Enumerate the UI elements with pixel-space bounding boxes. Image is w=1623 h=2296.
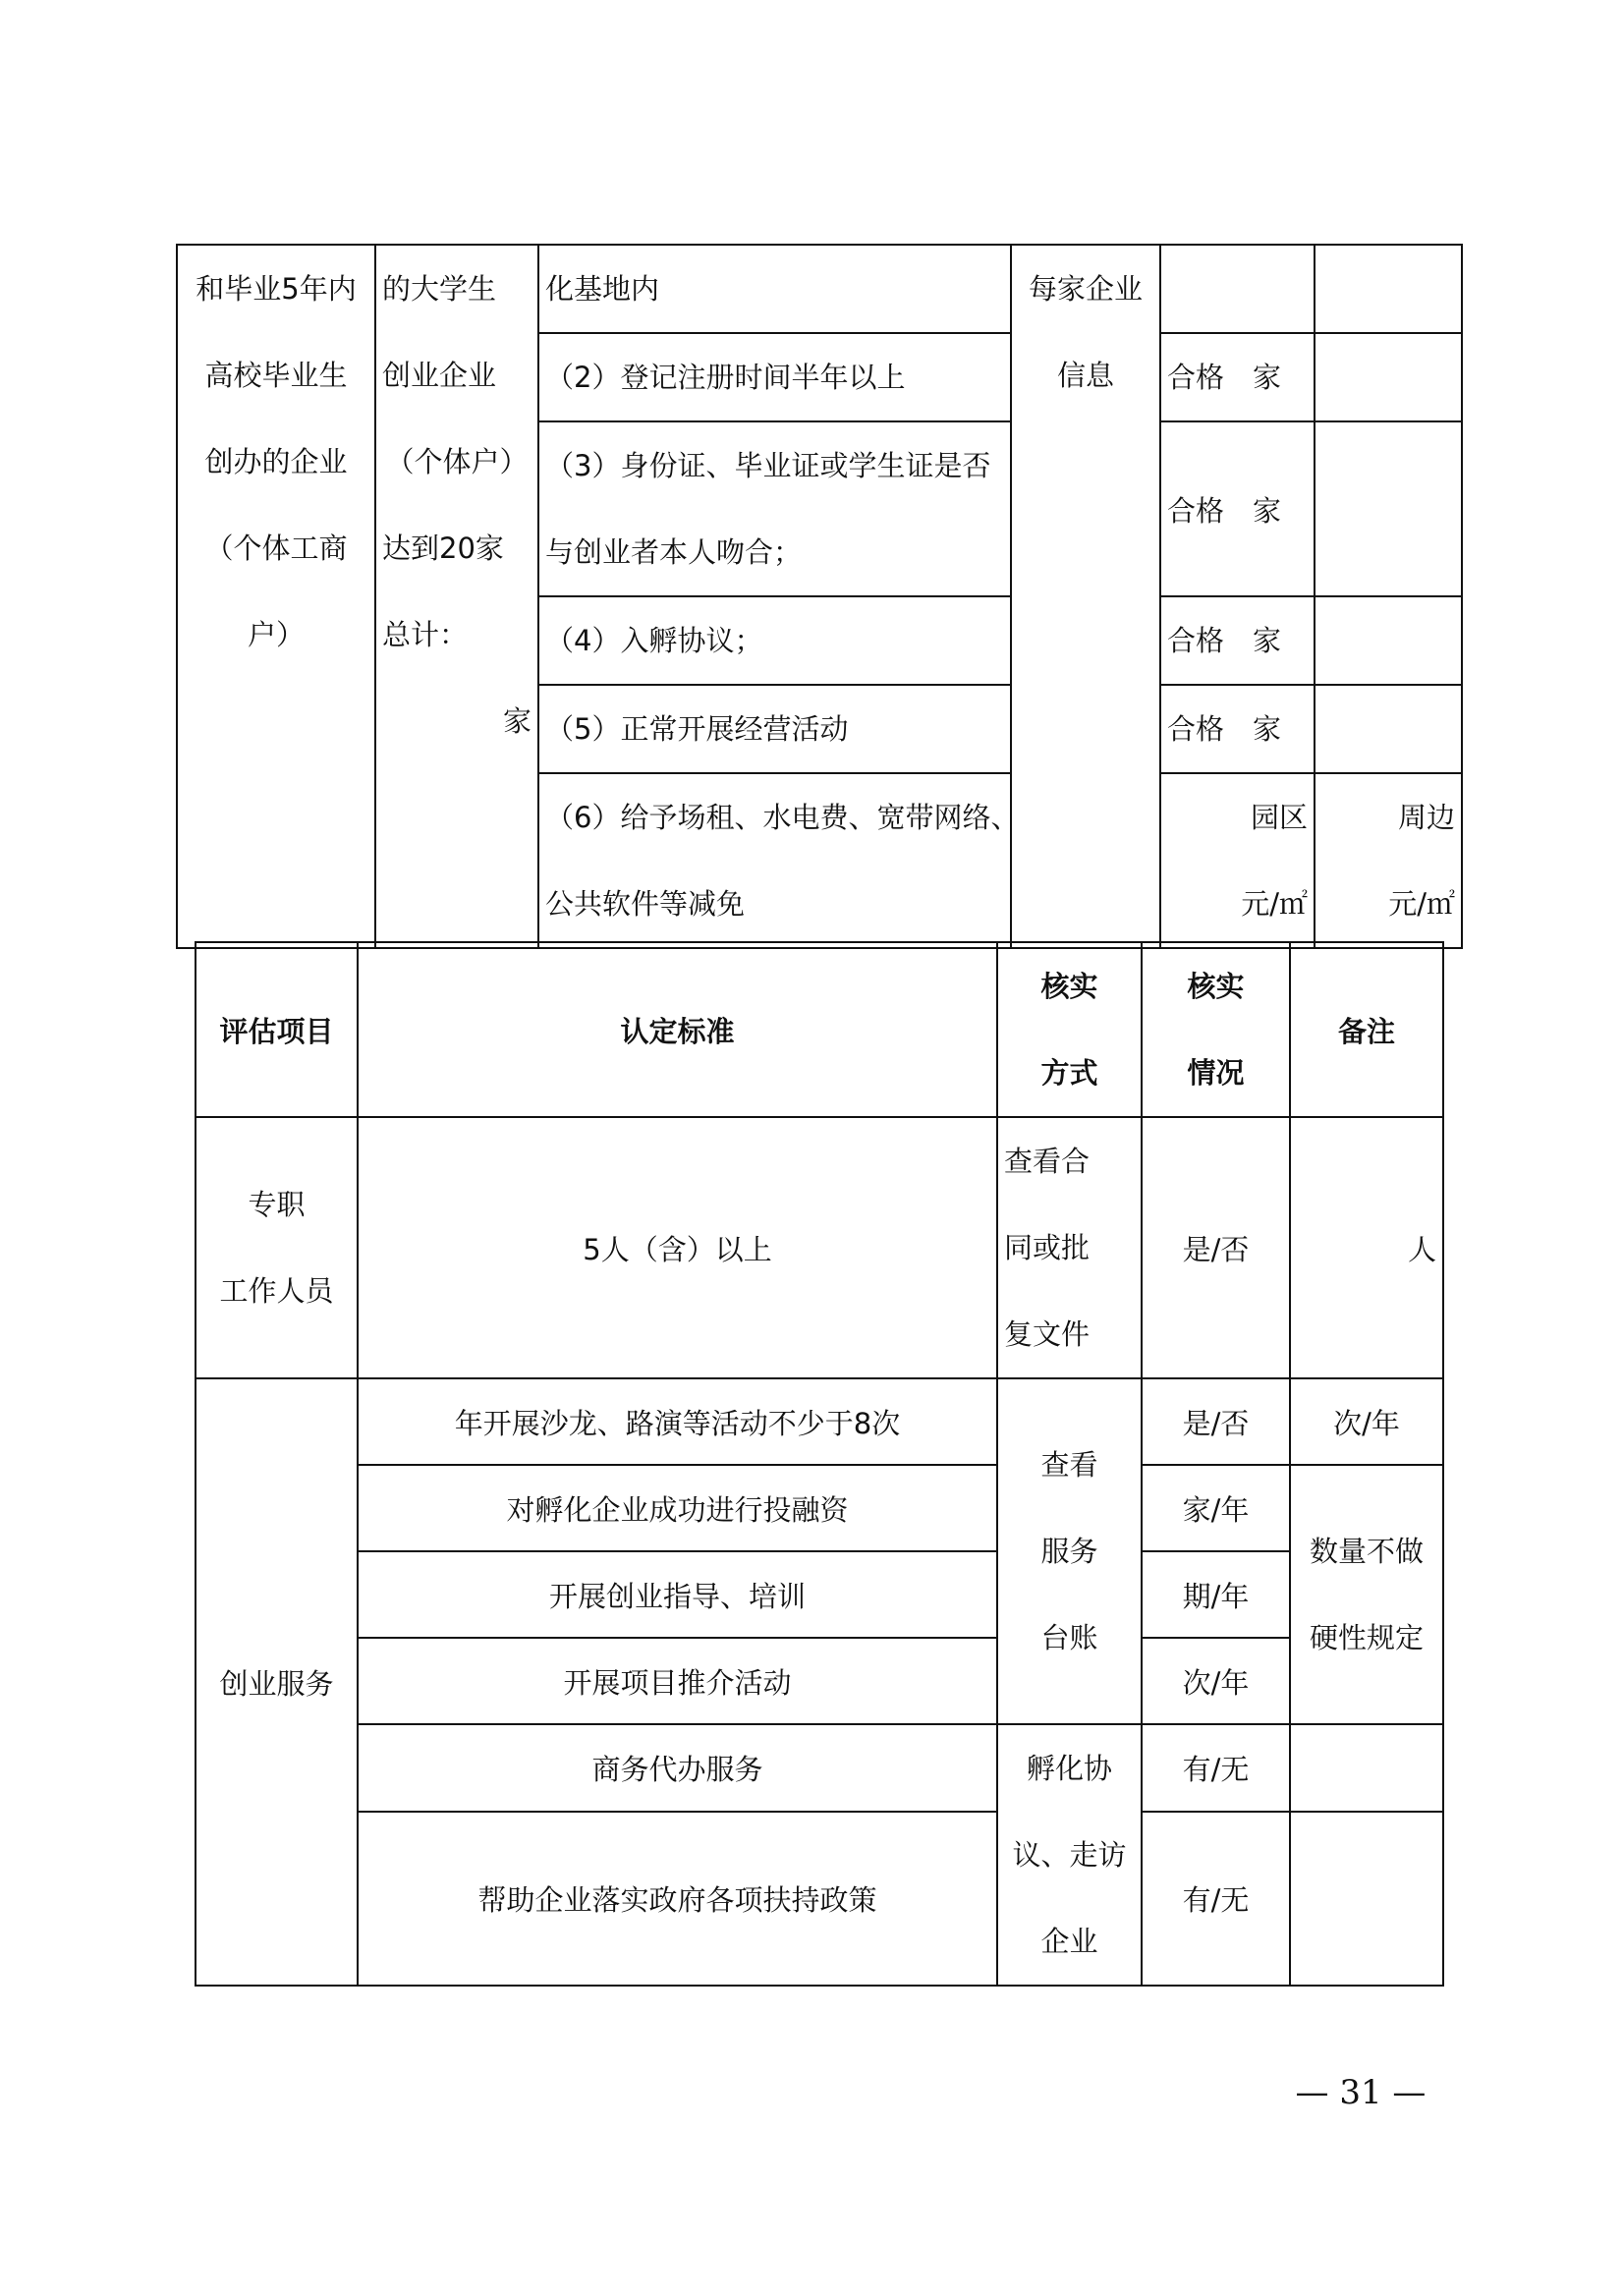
eval-item-cell: 创业服务 [196, 1378, 358, 1986]
extra-cell [1315, 333, 1462, 421]
status-cell: 有/无 [1142, 1812, 1290, 1986]
standard-cell: 帮助企业落实政府各项扶持政策 [358, 1812, 997, 1986]
header-row [196, 942, 1443, 1117]
status-cell: 期/年 [1142, 1551, 1290, 1638]
criteria-cell [538, 773, 1020, 948]
requirement-cell [375, 245, 538, 948]
cell-line: 信息 [1056, 359, 1114, 392]
note-cell [1290, 1812, 1443, 1986]
cell-line: 户） [247, 618, 305, 651]
continuation-table [176, 244, 1463, 949]
table-row [196, 1465, 1443, 1551]
cell-line: 高校毕业生 [204, 359, 348, 392]
table-row [196, 1117, 1443, 1378]
cell-line: 周边 [1397, 801, 1455, 834]
criteria-text: 化基地内 [545, 272, 660, 306]
cell-line: 硬性规定 [1309, 1621, 1424, 1654]
status-cell: 次/年 [1142, 1638, 1290, 1724]
status-cell: 是/否 [1142, 1378, 1290, 1465]
header-note: 备注 [1290, 942, 1443, 1117]
cell-line: 和毕业5年内 [196, 272, 357, 306]
cell-line: 查看 [1040, 1448, 1098, 1482]
standard-cell: 对孵化企业成功进行投融资 [358, 1465, 997, 1551]
header-method [997, 942, 1142, 1117]
unit-cell [1160, 773, 1315, 948]
standard-cell: 开展创业指导、培训 [358, 1551, 997, 1638]
cell-line: （个体工商 [204, 532, 348, 565]
evaluation-table [195, 941, 1444, 1987]
note-cell: 次/年 [1290, 1378, 1443, 1465]
header-standard: 认定标准 [358, 942, 997, 1117]
criteria-text: （5）正常开展经营活动 [545, 712, 849, 746]
cell-line: 情况 [1187, 1056, 1245, 1090]
cell-line: 的大学生 [382, 272, 497, 306]
cell-line: 台账 [1040, 1621, 1098, 1654]
cell-line: 方式 [1040, 1056, 1098, 1090]
table-row [196, 1724, 1443, 1812]
eval-item-cell [177, 245, 375, 948]
unit-cell [1160, 333, 1315, 421]
criteria-cell [538, 685, 1011, 773]
cell-line: 总计： [382, 618, 469, 651]
method-cell [997, 1724, 1142, 1986]
unit-text: 合格 家 [1167, 624, 1282, 657]
cell-line: 创办的企业 [204, 445, 348, 478]
header-status [1142, 942, 1290, 1117]
extra-cell [1315, 245, 1462, 333]
standard-cell: 年开展沙龙、路演等活动不少于8次 [358, 1378, 997, 1465]
table-row [196, 1551, 1443, 1638]
cell-line: 数量不做 [1309, 1535, 1424, 1568]
extra-cell [1315, 685, 1462, 773]
cell-line: （3）身份证、毕业证或学生证是否 [545, 449, 991, 482]
criteria-cell [538, 245, 1011, 333]
method-cell [1011, 245, 1160, 948]
header-eval-item: 评估项目 [196, 942, 358, 1117]
unit-text: 合格 家 [1167, 712, 1282, 746]
standard-cell: 开展项目推介活动 [358, 1638, 997, 1724]
cell-line: 达到20家 [382, 532, 504, 565]
cell-line: 核实 [1187, 970, 1245, 1003]
status-cell: 有/无 [1142, 1724, 1290, 1812]
cell-line: 服务 [1040, 1535, 1098, 1568]
criteria-text: （4）入孵协议； [545, 624, 763, 657]
cell-line: 议、走访 [1012, 1838, 1127, 1872]
note-cell [1290, 1465, 1443, 1724]
cell-line: 企业 [1040, 1925, 1098, 1958]
unit-cell [1160, 421, 1315, 596]
cell-line: 园区 [1250, 801, 1308, 834]
cell-line: 专职 [248, 1188, 306, 1221]
method-cell [997, 1378, 1142, 1724]
cell-line: 家 [502, 704, 532, 738]
extra-cell [1315, 596, 1462, 685]
unit-cell [1160, 245, 1315, 333]
criteria-cell [538, 421, 1011, 596]
table-row [196, 1638, 1443, 1724]
cell-line: 每家企业 [1028, 272, 1143, 306]
unit-text: 合格 家 [1167, 361, 1282, 394]
note-cell [1290, 1724, 1443, 1812]
criteria-text: （2）登记注册时间半年以上 [545, 361, 906, 394]
table-row [196, 1378, 1443, 1465]
cell-line: 查看合 [1004, 1145, 1091, 1178]
cell-line: 元/㎡ [1241, 887, 1308, 921]
cell-line: 与创业者本人吻合； [545, 535, 803, 569]
standard-cell: 商务代办服务 [358, 1724, 997, 1812]
eval-item-cell [196, 1117, 358, 1378]
unit-cell [1160, 596, 1315, 685]
cell-line: 复文件 [1004, 1317, 1091, 1351]
note-cell: 人 [1290, 1117, 1443, 1378]
cell-line: 孵化协 [1026, 1752, 1112, 1785]
cell-line: 元/㎡ [1388, 887, 1455, 921]
cell-line: 公共软件等减免 [545, 887, 746, 921]
cell-line: 创业企业 [382, 359, 497, 392]
method-cell [997, 1117, 1142, 1378]
criteria-cell [538, 596, 1011, 685]
table-row [196, 1812, 1443, 1986]
page-number: — 31 — [1295, 2073, 1427, 2112]
extra-cell [1315, 773, 1462, 948]
unit-cell [1160, 685, 1315, 773]
standard-cell: 5人（含）以上 [358, 1117, 997, 1378]
cell-line: 核实 [1040, 970, 1098, 1003]
extra-cell [1315, 421, 1462, 596]
cell-line: 同或批 [1004, 1231, 1091, 1264]
cell-line: 工作人员 [219, 1274, 334, 1308]
cell-line: （6）给予场租、水电费、宽带网络、 [545, 801, 1020, 834]
status-cell: 家/年 [1142, 1465, 1290, 1551]
cell-line: （个体户） [385, 445, 529, 478]
unit-text: 合格 家 [1167, 493, 1282, 528]
criteria-cell [538, 333, 1011, 421]
status-cell: 是/否 [1142, 1117, 1290, 1378]
